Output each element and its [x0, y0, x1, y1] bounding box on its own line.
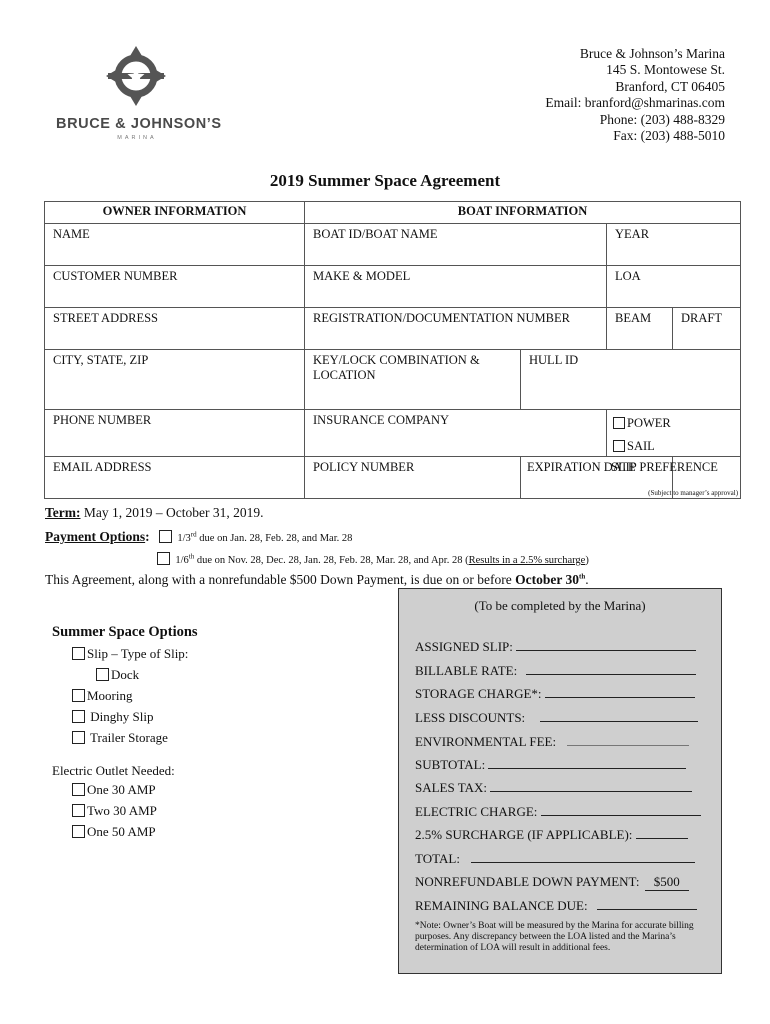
less-discounts-row[interactable]: [415, 710, 698, 726]
power-label: POWER: [627, 416, 671, 430]
agreement-line: [45, 572, 589, 588]
assigned-slip-row[interactable]: [415, 639, 696, 655]
boat-info-header: BOAT INFORMATION: [305, 202, 741, 224]
field-label: SLIP PREFERENCE: [611, 460, 718, 474]
name-field[interactable]: [45, 224, 305, 266]
surcharge-row[interactable]: [415, 827, 688, 843]
electric-charge-blank[interactable]: [541, 815, 701, 816]
trailer-storage-label: Trailer Storage: [87, 730, 168, 745]
total-label: TOTAL:: [415, 851, 460, 866]
address-line: Branford, CT 06405: [615, 78, 725, 94]
loa-field[interactable]: [607, 266, 741, 308]
payment-sixths-sup: th: [188, 552, 195, 561]
power-checkbox[interactable]: [613, 417, 625, 429]
slip-option[interactable]: [72, 646, 188, 662]
subtotal-label: SUBTOTAL:: [415, 757, 486, 772]
address-line: Bruce & Johnson’s Marina: [579, 46, 725, 61]
term-label: Term:: [45, 505, 81, 520]
environmental-fee-blank[interactable]: [567, 745, 689, 746]
address-phone: Phone: (203) 488-8329: [599, 111, 725, 127]
payment-sixths-fraction: 1/6: [175, 555, 189, 566]
logo-name: BRUCE & JOHNSON’S: [56, 116, 222, 132]
address-line: 145 S. Montowese St.: [606, 62, 725, 78]
trailer-storage-option[interactable]: [72, 730, 168, 746]
remaining-balance-row[interactable]: [415, 898, 697, 914]
address-fax: Fax: (203) 488-5010: [613, 128, 725, 144]
marina-address: [545, 46, 725, 144]
dock-option[interactable]: [96, 667, 139, 683]
sail-checkbox[interactable]: [613, 440, 625, 452]
policy-number-field[interactable]: [305, 457, 521, 499]
sales-tax-label: SALES TAX:: [415, 780, 488, 795]
down-payment-row[interactable]: [415, 874, 689, 891]
field-label: POLICY NUMBER: [313, 460, 415, 474]
field-label: BEAM: [615, 311, 652, 325]
boat-id-field[interactable]: [305, 224, 607, 266]
electric-outlet-label: Electric Outlet Needed:: [52, 763, 175, 778]
field-label: BOAT ID/BOAT NAME: [313, 227, 438, 241]
two-30-amp-option[interactable]: [72, 803, 157, 819]
dinghy-slip-option[interactable]: [72, 709, 153, 725]
surcharge-label: 2.5% SURCHARGE (IF APPLICABLE):: [415, 827, 633, 842]
environmental-fee-label: ENVIRONMENTAL FEE:: [415, 734, 557, 749]
subtotal-row[interactable]: [415, 757, 686, 773]
payment-options-line-1: [45, 529, 352, 545]
payment-thirds-checkbox[interactable]: [159, 530, 172, 543]
assigned-slip-blank[interactable]: [516, 650, 696, 651]
storage-charge-label: STORAGE CHARGE*:: [415, 686, 542, 701]
boat-type-cell: [607, 410, 741, 457]
payment-colon: :: [145, 529, 150, 544]
agreement-text: This Agreement, along with a nonrefundable $500 Down Payment, is due on or before: [45, 572, 516, 587]
term-line: [45, 505, 263, 521]
one-50-amp-label: One 50 AMP: [87, 824, 156, 839]
sail-label: SAIL: [627, 439, 655, 453]
payment-thirds-text: due on Jan. 28, Feb. 28, and Mar. 28: [196, 533, 353, 544]
logo-subtitle: MARINA: [117, 135, 157, 141]
registration-field[interactable]: [305, 308, 607, 350]
dinghy-slip-label: Dinghy Slip: [87, 709, 154, 724]
less-discounts-label: LESS DISCOUNTS:: [415, 710, 526, 725]
billable-rate-label: BILLABLE RATE:: [415, 663, 518, 678]
one-30-amp-checkbox[interactable]: [72, 783, 85, 796]
one-30-amp-option[interactable]: [72, 782, 156, 798]
phone-number-field[interactable]: [45, 410, 305, 457]
owner-boat-info-table: [44, 201, 741, 499]
one-30-amp-label: One 30 AMP: [87, 782, 156, 797]
marina-use-box: [398, 588, 722, 974]
dinghy-slip-checkbox[interactable]: [72, 710, 85, 723]
electric-charge-row[interactable]: [415, 804, 701, 820]
agreement-end: .: [585, 572, 589, 587]
payment-sixths-end: ): [585, 555, 589, 566]
power-option[interactable]: [613, 416, 734, 431]
draft-field[interactable]: [673, 308, 741, 350]
field-label: YEAR: [615, 227, 650, 241]
field-label: CITY, STATE, ZIP: [53, 353, 149, 367]
storage-charge-blank[interactable]: [545, 697, 695, 698]
remaining-balance-label: REMAINING BALANCE DUE:: [415, 898, 588, 913]
agreement-date-sup: th: [579, 572, 586, 581]
street-address-field[interactable]: [45, 308, 305, 350]
dock-checkbox[interactable]: [96, 668, 109, 681]
field-label: DRAFT: [681, 311, 722, 325]
page-title: 2019 Summer Space Agreement: [269, 171, 501, 190]
less-discounts-blank[interactable]: [540, 721, 698, 722]
customer-number-field[interactable]: [45, 266, 305, 308]
subtotal-blank[interactable]: [488, 768, 686, 769]
sail-option[interactable]: [613, 439, 734, 454]
slip-checkbox[interactable]: [72, 647, 85, 660]
storage-charge-row[interactable]: [415, 686, 695, 702]
hull-id-field[interactable]: [521, 350, 741, 410]
one-50-amp-option[interactable]: [72, 824, 156, 840]
lOA-measurement-note: *Note: Owner’s Boat will be measured by the Marina for accurate billing purposes. Any discrepancy between the LOA listed and the Marina’s determination of LOA will result in additional fees.: [415, 921, 694, 953]
owner-info-header: OWNER INFORMATION: [45, 202, 305, 224]
key-lock-field[interactable]: [305, 350, 521, 410]
summer-space-options-heading: Summer Space Options: [52, 624, 198, 640]
field-label: STREET ADDRESS: [53, 311, 158, 325]
down-payment-value: $500: [645, 874, 689, 891]
electric-charge-label: ELECTRIC CHARGE:: [415, 804, 538, 819]
field-label: INSURANCE COMPANY: [313, 413, 450, 427]
beam-field[interactable]: [607, 308, 673, 350]
field-label: EXPIRATION DATE: [527, 460, 636, 474]
marina-box-heading: (To be completed by the Marina): [474, 598, 646, 613]
field-label: CUSTOMER NUMBER: [53, 269, 178, 283]
total-row[interactable]: [415, 851, 695, 867]
payment-sixths-text: due on Nov. 28, Dec. 28, Jan. 28, Feb. 28, Mar. 28, and Apr. 28 (: [194, 555, 469, 566]
total-blank[interactable]: [471, 862, 695, 863]
mooring-checkbox[interactable]: [72, 689, 85, 702]
make-model-field[interactable]: [305, 266, 607, 308]
mooring-option[interactable]: [72, 688, 133, 704]
city-state-zip-field[interactable]: [45, 350, 305, 410]
billable-rate-blank[interactable]: [526, 674, 696, 675]
field-label: REGISTRATION/DOCUMENTATION NUMBER: [313, 311, 570, 325]
term-value: May 1, 2019 – October 31, 2019.: [80, 505, 264, 520]
payment-options-line-2: [157, 551, 589, 567]
two-30-amp-checkbox[interactable]: [72, 804, 85, 817]
environmental-fee-row[interactable]: [415, 734, 689, 750]
sales-tax-row[interactable]: [415, 780, 692, 796]
dock-label: Dock: [111, 667, 140, 682]
agreement-date: October 30: [515, 572, 580, 587]
field-label: LOA: [615, 269, 641, 283]
slip-preference-field[interactable]: [611, 457, 741, 499]
assigned-slip-label: ASSIGNED SLIP:: [415, 639, 513, 654]
insurance-company-field[interactable]: [305, 410, 607, 457]
one-50-amp-checkbox[interactable]: [72, 825, 85, 838]
billable-rate-row[interactable]: [415, 663, 696, 679]
sales-tax-blank[interactable]: [490, 791, 692, 792]
down-payment-label: NONREFUNDABLE DOWN PAYMENT:: [415, 874, 640, 889]
payment-sixths-checkbox[interactable]: [157, 552, 170, 565]
field-label: KEY/LOCK COMBINATION & LOCATION: [313, 353, 480, 382]
slip-label: Slip – Type of Slip:: [87, 646, 189, 661]
mooring-label: Mooring: [87, 688, 133, 703]
field-label: HULL ID: [529, 353, 579, 367]
payment-thirds-fraction: 1/3: [177, 533, 191, 544]
payment-label: Payment Options: [45, 529, 146, 544]
marina-logo-icon: [104, 44, 168, 108]
surcharge-blank[interactable]: [636, 838, 688, 839]
address-email: Email: branford@shmarinas.com: [545, 95, 725, 111]
year-field[interactable]: [607, 224, 741, 266]
trailer-storage-checkbox[interactable]: [72, 731, 85, 744]
field-label: PHONE NUMBER: [53, 413, 152, 427]
remaining-balance-blank[interactable]: [597, 909, 697, 910]
field-label: NAME: [53, 227, 90, 241]
two-30-amp-label: Two 30 AMP: [87, 803, 157, 818]
slip-preference-note: (Subject to manager’s approval): [648, 489, 739, 497]
field-label: MAKE & MODEL: [313, 269, 411, 283]
field-label: EMAIL ADDRESS: [53, 460, 152, 474]
email-address-field[interactable]: [45, 457, 305, 499]
surcharge-note: Results in a 2.5% surcharge: [468, 555, 586, 566]
payment-thirds-sup: rd: [190, 530, 197, 539]
